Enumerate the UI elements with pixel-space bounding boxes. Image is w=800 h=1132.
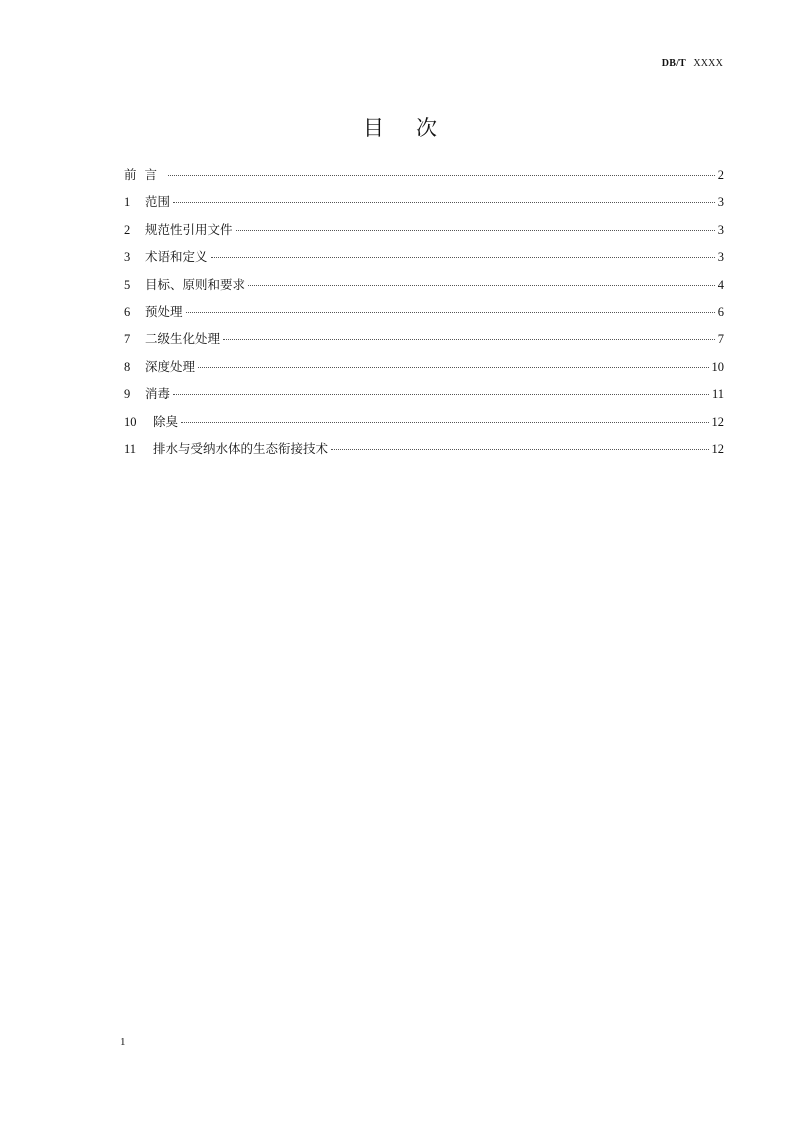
toc-entry-number: 7 bbox=[124, 332, 131, 347]
toc-leader-dots bbox=[223, 339, 715, 340]
toc-entry-label: 术语和定义 bbox=[145, 249, 208, 265]
toc-entry-page: 3 bbox=[717, 222, 724, 237]
toc-entry-1[interactable] bbox=[124, 192, 724, 219]
standard-code: DB/T bbox=[661, 58, 686, 69]
toc-entry-number: 2 bbox=[124, 222, 131, 237]
toc-entry-4[interactable] bbox=[124, 275, 724, 302]
toc-entry-page: 11 bbox=[711, 387, 724, 402]
toc-entry-page: 4 bbox=[717, 277, 724, 292]
toc-entry-page: 2 bbox=[717, 168, 724, 182]
toc-entry-page: 3 bbox=[717, 195, 724, 210]
toc-entry-6[interactable] bbox=[124, 329, 724, 356]
toc-entry-label: 预处理 bbox=[145, 303, 183, 319]
page-header bbox=[662, 58, 723, 69]
toc-entry-label: 规范性引用文件 bbox=[145, 221, 233, 237]
toc-entry-0[interactable] bbox=[124, 165, 724, 192]
table-of-contents bbox=[124, 165, 724, 466]
toc-entry-2[interactable] bbox=[124, 220, 724, 247]
toc-leader-dots bbox=[248, 285, 715, 286]
toc-entry-9[interactable] bbox=[124, 412, 724, 439]
toc-leader-dots bbox=[211, 257, 715, 258]
toc-entry-number: 5 bbox=[124, 277, 131, 292]
toc-entry-label: 深度处理 bbox=[145, 358, 196, 374]
toc-entry-label: 排水与受纳水体的生态衔接技术 bbox=[153, 440, 329, 456]
toc-entry-page: 12 bbox=[711, 414, 724, 429]
toc-entry-page: 6 bbox=[717, 304, 724, 319]
toc-entry-number: 8 bbox=[124, 359, 131, 374]
toc-leader-dots bbox=[198, 367, 708, 368]
toc-leader-dots bbox=[236, 230, 715, 231]
toc-entry-label: 除臭 bbox=[153, 413, 179, 429]
standard-number: XXXX bbox=[693, 58, 723, 69]
toc-leader-dots bbox=[173, 394, 709, 395]
toc-entry-number: 10 bbox=[124, 414, 137, 429]
toc-entry-number: 1 bbox=[124, 195, 131, 210]
toc-entry-page: 10 bbox=[711, 359, 724, 374]
toc-entry-label: 消毒 bbox=[145, 386, 171, 402]
toc-entry-label: 二级生化处理 bbox=[145, 331, 221, 347]
toc-leader-dots bbox=[168, 175, 715, 176]
toc-entry-10[interactable] bbox=[124, 439, 724, 466]
toc-leader-dots bbox=[186, 312, 715, 313]
toc-leader-dots bbox=[173, 202, 715, 203]
toc-entry-label: 范围 bbox=[145, 194, 171, 210]
toc-entry-number: 11 bbox=[124, 441, 137, 456]
toc-entry-number: 3 bbox=[124, 250, 131, 265]
toc-entry-number: 9 bbox=[124, 387, 131, 402]
toc-leader-dots bbox=[181, 422, 708, 423]
toc-entry-5[interactable] bbox=[124, 302, 724, 329]
toc-entry-number: 6 bbox=[124, 304, 131, 319]
toc-entry-label: 前言 bbox=[124, 167, 166, 182]
toc-leader-dots bbox=[331, 449, 708, 450]
page-number: 1 bbox=[120, 1036, 126, 1048]
toc-entry-page: 7 bbox=[717, 332, 724, 347]
toc-entry-page: 3 bbox=[717, 250, 724, 265]
toc-entry-label: 目标、原则和要求 bbox=[145, 276, 246, 292]
toc-entry-8[interactable] bbox=[124, 384, 724, 411]
toc-entry-7[interactable] bbox=[124, 357, 724, 384]
page-title: 目次 bbox=[363, 116, 469, 140]
toc-entry-page: 12 bbox=[711, 441, 724, 456]
toc-entry-3[interactable] bbox=[124, 247, 724, 274]
